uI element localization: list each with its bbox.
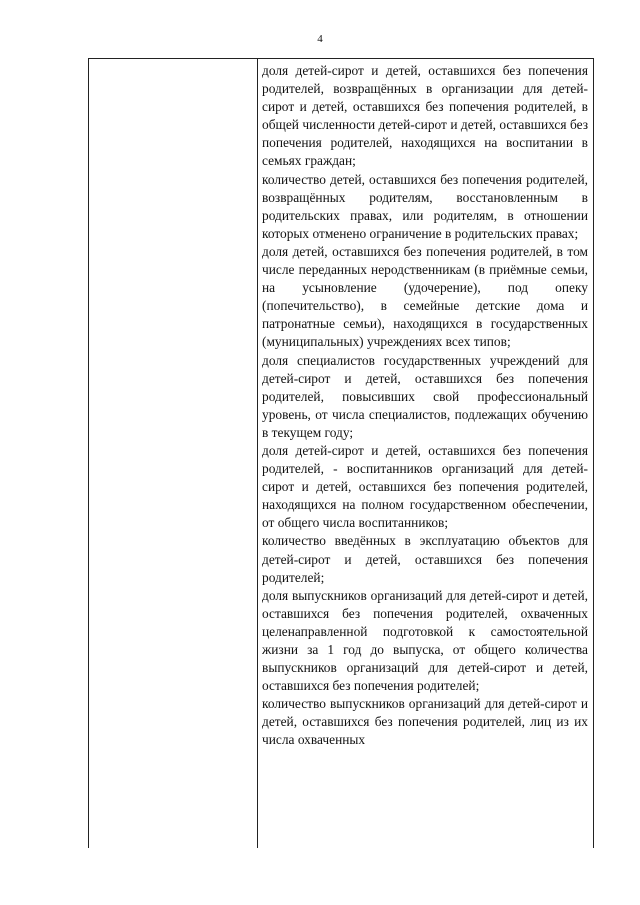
page-number: 4 bbox=[317, 33, 323, 45]
document-table bbox=[88, 58, 594, 848]
table-right-cell bbox=[258, 59, 593, 848]
table-left-cell bbox=[89, 59, 258, 848]
indicator-paragraph-1: доля детей-сирот и детей, оставшихся без попечения родителей, возвращённых в организации для детей-сирот и детей, оставшихся без попечения родителей, в общей численности детей-сирот и детей, оставшихся без попечения родителей, находящихся на воспитании в семьях граждан; bbox=[262, 63, 588, 169]
indicator-paragraph-3: доля детей, оставшихся без попечения родителей, в том числе переданных неродственникам (в приёмные семьи, на усыновление (удочерение), под опеку (попечительство), в семейные детские дома и патронатные семьи), находящихся в государственных (муниципальных) учреждениях всех типов; bbox=[262, 243, 588, 350]
indicator-paragraph-4: доля специалистов государственных учреждений для детей-сирот и детей, оставшихся без попечения родителей, повысивших свой профессиональный уровень, от числа специалистов, подлежащих обучению в текущем году; bbox=[262, 352, 588, 440]
indicator-paragraph-8: количество выпускников организаций для детей-сирот и детей, оставшихся без попечения родителей, лиц из их числа охваченных bbox=[262, 696, 588, 748]
indicator-paragraph-7: доля выпускников организаций для детей-сирот и детей, оставшихся без попечения родителей, охваченных целенаправленной подготовкой к самостоятельной жизни за 1 год до выпуска, от общего количества выпускников организаций для детей-сирот и детей, оставшихся без попечения родителей; bbox=[262, 587, 588, 694]
indicator-paragraph-5: доля детей-сирот и детей, оставшихся без попечения родителей, - воспитанников организаций для детей-сирот и детей, оставшихся без попечения родителей, находящихся на полном государственном обеспечении, от общего числа воспитанников; bbox=[262, 442, 588, 531]
indicator-paragraph-6: количество введённых в эксплуатацию объектов для детей-сирот и детей, оставшихся без попечения родителей; bbox=[262, 533, 588, 585]
indicator-paragraph-2: количество детей, оставшихся без попечения родителей, возвращённых родителям, восстановленным в родительских правах, или родителям, в отношении которых отменено ограничение в родительских правах; bbox=[262, 171, 588, 241]
